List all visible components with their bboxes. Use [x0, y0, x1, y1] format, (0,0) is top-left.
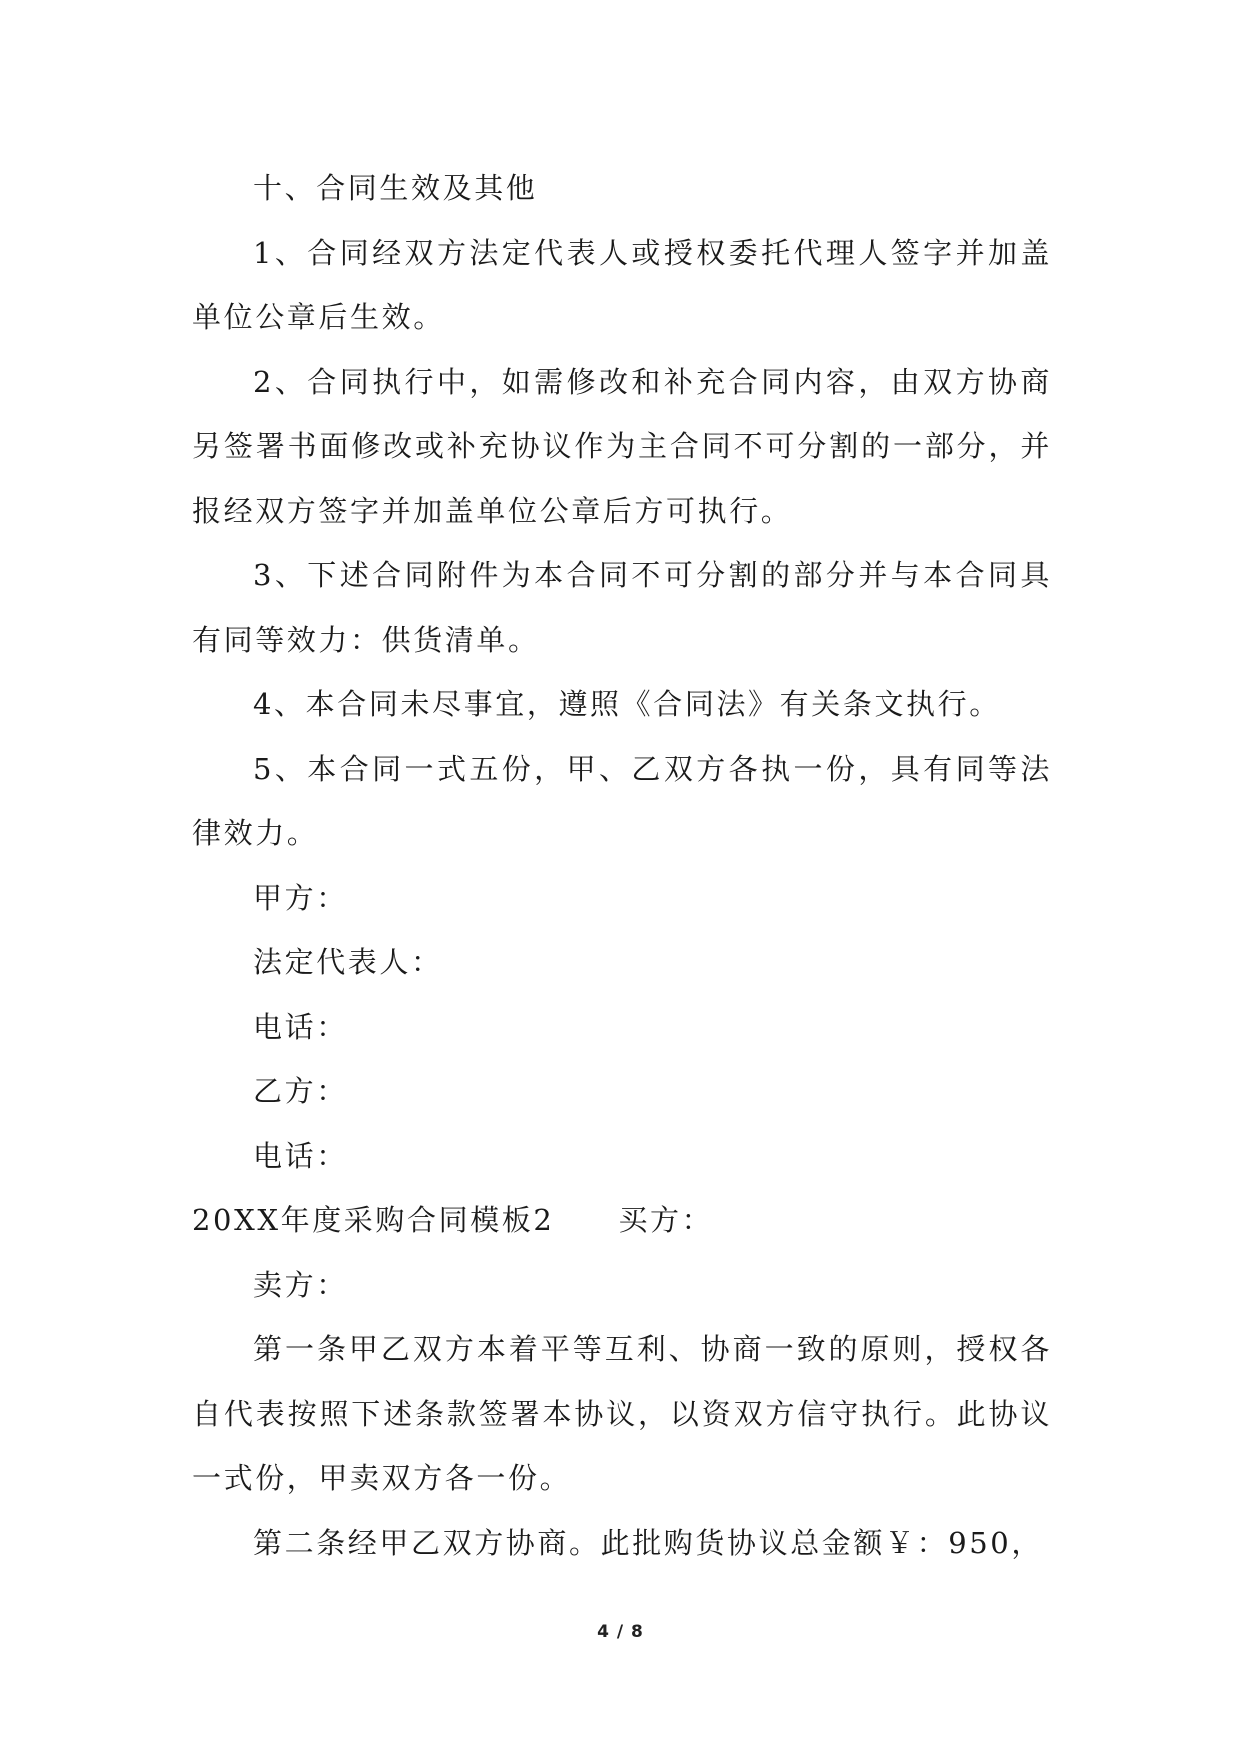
- seller-label: 卖方：: [253, 1267, 348, 1302]
- template-heading: 20XX年度采购合同模板2: [192, 1203, 555, 1237]
- section-heading-ten: 十、合同生效及其他: [253, 171, 538, 205]
- article-1: 第一条甲乙双方本着平等互利、协商一致的原则，授权各自代表按照下述条款签署本协议，以资双方信守执行。此协议一式份，甲卖双方各一份。: [192, 1332, 1052, 1495]
- page-number: 4 / 8: [597, 1622, 644, 1642]
- document-body: [192, 156, 1052, 1575]
- clause-5: 5、本合同一式五份，甲、乙双方各执一份，具有同等法律效力。: [192, 751, 1052, 850]
- clause-3: 3、下述合同附件为本合同不可分割的部分并与本合同具有同等效力：供货清单。: [192, 558, 1052, 657]
- buyer-label: 买方：: [618, 1203, 714, 1237]
- party-a-label: 甲方：: [253, 880, 348, 915]
- party-b-phone-label: 电话：: [253, 1138, 348, 1173]
- clause-2: 2、合同执行中，如需修改和补充合同内容，由双方协商另签署书面修改或补充协议作为主合同不可分割的一部分，并报经双方签字并加盖单位公章后方可执行。: [192, 364, 1052, 528]
- template-heading-line: [192, 1188, 1052, 1253]
- article-2: 第二条经甲乙双方协商。此批购货协议总金额￥：950，: [253, 1525, 1043, 1560]
- clause-4: 4、本合同未尽事宜，遵照《合同法》有关条文执行。: [253, 687, 1001, 721]
- party-b-label: 乙方：: [253, 1074, 348, 1108]
- legal-representative-label: 法定代表人：: [253, 945, 443, 979]
- party-a-phone-label: 电话：: [253, 1009, 348, 1044]
- clause-1: 1、合同经双方法定代表人或授权委托代理人签字并加盖单位公章后生效。: [192, 235, 1052, 334]
